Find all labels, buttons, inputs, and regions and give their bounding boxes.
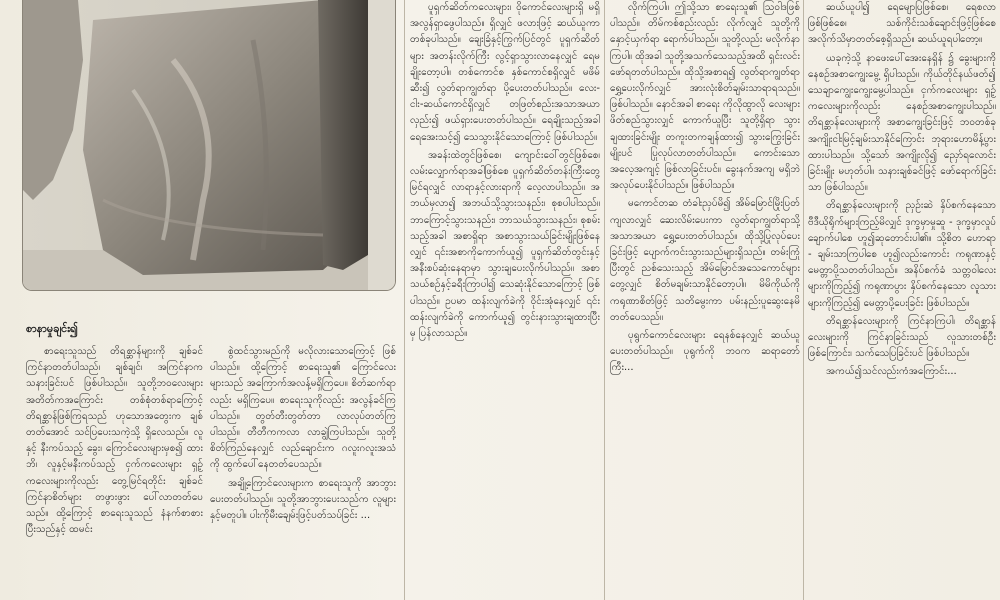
column-divider [604, 0, 605, 600]
article-column-5 [808, 0, 996, 600]
paragraph: မကောင်တဆ တံခါးညှပ်မိ၍ အိမ်မြောင်မြိုးပြတ်ကျလာလျှင် ဆေးလိမ်းပေးကာ လွတ်ရာကျွတ်ရာသို့ အသာအယာ ရွှေ့ပေးတတ်ပါသည်။ ထိုသို့ပြုလုပ်ပေးခြင်းဖြင့် ပျောက်ကင်းသွားသည်များရှိသည်။ တမ်းကြုံပြီးတွင် ညစ်သေးသည့် အိမ်မြောင်အသေကောင်များတွေ့လျှင် စိတ်မချမ်းသာနိုင်တော့ပါ။ မိမိကိုယ်ကို ကရုဏာစိတ်ဖြင့် သတိမွေးကာ ပမ်းနည်းပူဆွေးနေမိတတ်ပေသည်။ [610, 198, 800, 323]
paragraph: တိရစ္ဆာန်လေးများကို ညှဉ်းဆဲ နှိပ်စက်နေသော ဗီဒီယိုရိုက်များကြည့်မိလျှင် ဒုက္ခမှာမှုဆူ - ဒုက္ခမှာလှုပ်ချောက်ပါစေ ဟူ၍ဆုတောင်းပါ၏။ သို့စိတ ဟောရာ - ချမ်းသာကြပါစေ ဟူ၍လည်းကောင်း ကရုဏာနှင့် မေတ္တာပို့သတတ်ပါသည်။ အနိပ်စက်ခံ သတ္တဝါလေးများကိုကြည့်၍ ကရုဏာပွား နှိပ်စက်နေသော လူသားများကိုကြည့်၍ မေတ္တာပို့ပေးခြင်း ဖြစ်ပါသည်။ [808, 200, 996, 309]
paragraph: စွဲထင်သွားမည်ကို မလိုလားသောကြောင့် ဖြစ်ပါသည်။ ထို့ကြောင့် စာရေးသူ၏ ကြောင်လေးများသည် အကြောက်အလန့်မရှိကြပေ။ စိတ်ဆက်ရာလည်း မရှိကြပေ။ စာရေးသူကိုလည်း အလွန်ခင်ကြပါသည်။ တွတ်တီးတွတ်တာ လာလုပ်တတ်ကြပါသည်။ တီတီကကလာ လာချွဲကြပါသည်။ သူတို့စိတ်ကြည်နေလျှင် လည်ချောင်းက ဂလူးဂလူးအသံကို ထွက်ပေါ်နေတတ်ပေသည်။ [210, 346, 396, 471]
paragraph: ယခုကဲ့သို့ နာဖေးပေါ်အေးနေရှိန် ၌ ခွေးများကို နေစဉ်အစာကျွေးမွေ့ ရှိပါသည်။ ကိုယ်တိုင်နယ်ဖတ်၍ သေချာကျွေးကျွေးမွေ့ပါသည်။ ငှက်ကလေးများ ရှဉ့်ကလေးများကိုလည်း နေစဉ်အစာကျွေးပါသည်။ တိရစ္ဆာန်လေးများကို အစာကျွေးခြင်းဖြင့် ဘဝတစ်ခု အကျိုးငါးမြင့်ချမ်းသာနိုင်ကြောင်း ဘုရားဟောမိန့်ပွားထားပါသည်။ သို့သော် အကျိုးလို၍ ညှော်ရလောင်းခြင်းမျိုး မဟုတ်ပါ။ သနားချစ်ခင်ဖြင့် ဖော်ရောက်ခြင်းသာ ဖြစ်ပါသည်။ [808, 52, 996, 194]
paragraph: တိရစ္ဆာန်လေးများကို ကြင်နာကြပါ၊ တိရစ္ဆာန်လေးများကို ကြင်နာခြင်းသည် လူသားတစ်ဦးဖြစ်ကြောင်း၊ သက်သေပြခြင်းပင် ဖြစ်ပါသည်။ [808, 315, 996, 360]
paragraph: အကယ်၍သင်လည်းကံအကြောင်း... [826, 366, 957, 378]
paragraph: ပုရွက်ကောင်လေးများ ရေနစ်နေလျှင် ဆယ်ယူပေးတတ်ပါသည်။ ပုရွက်ကို ဘဝက ဆရာတော်ကြီး... [610, 330, 800, 374]
article-column-2 [210, 344, 396, 600]
column-divider [404, 0, 405, 600]
article-column-3 [410, 0, 600, 600]
paragraph: ပူရှက်ဆိတ်ကလေးများ၊ ဝိုကောင်လေးများရှိ မရှိ အလွန်ရှာဖွေပါသည်။ ရှိလျှင် ဖလားဖြင့် ဆယ်ယူကာ တစ်ခုပါသည်။ ချေးခြံနှင့်ကြွက်ပြင်တွင် ပူရှက်ဆိတ်များ အတန်းလိုက်ကြီး လွင့်ရှာသွားလာနေလျှင် ရေမချိုးတော့ပါ။ တစ်ကောင်စ နှစ်ကောင်စရှိလျှင် မဖိမ်ဆီး၍ လွတ်ရာကျွတ်ရာ ပို့ပေးတတ်ပါသည်။ လေး-ငါး-ဆယ်ကောင်ရှိလျှင် တဖြတ်စည်းအသာအယာလှည်း၍ ဖယ်ရှားပေးတတ်ပါသည်။ ရေချိုးသည့်အခါ ရေအေးသင့်၍ သေသွားနိုင်သောကြောင့် ဖြစ်ပါသည်။ [410, 2, 600, 143]
paragraph: လိုက်ကြပါ။ ဤသို့သာ စာရေးသူ၏ ဩဝါဒဖြစ်ပါသည်။ တိမ်ကစ်စည်းလည်း လိုက်လျှင် သူတို့ကို နှောင့်ယှက်ရာ ရောက်ပါသည်။ သူတို့လည်း မလိုက်နာကြပါ။ ထိုအခါ သူတို့အသက်သေသည့်အထိ ရှင်းလင်းဖော်ရတတ်ပါသည်။ ထိုသို့အစာရ၍ လွတ်ရာကျွတ်ရာရွှေ့ပေးလိုက်လျှင် အားလုံးစိတ်ချမ်းသာရာရသည်။ ဖြစ်ပါသည်။ နောင်အခါ စာရေး ကိုလိုထွာလို လေးများ ဖိတ်စည်သွားလျှင် ကောက်ယူပြီး သူတို့ရှိရာ သွားချထားခြင်းမျိုး တကူးတကချန်ထား၍ သွားကြွေးခြင်းမျိုးပင် ပြုလုပ်လာတတ်ပါသည်။ ကောင်းသောအလေ့အကျင့် ဖြစ်လာခြင်းပင်။ ခွေးနက်အကျ မရှိဘဲ အလုပ်ပေးနိုင်ပါသည်။ ဖြစ်ပါသည်။ [610, 2, 800, 192]
paragraph: စာရေးသူသည် တိရစ္ဆာန်များကို ချစ်ခင်ကြင်နာတတ်ပါသည်၊ ချစ်ချင်၊ အကြင်နာက သနားခြင်းပင် ဖြစ်ပါသည်။ သူတို့ဘဝလေးများ အတိတ်ကအကြောင်း တစ်စုံတစ်ရာကြောင့် တိရစ္ဆာန်ဖြစ်ကြရသည် ဟုသောအတွေးက ချစ်တတ်အောင် သင်ပြပေးသကဲ့သို့ ရှိလေသည်။ လူနှင့် နီးကပ်သည့် ခွေး၊ ကြောင်လေးများမှစ၍ ထားဘိ၊ လူနှင့်မနီးကပ်သည့် ငှက်ကလေးများ ရှဉ့်ကလေးများကိုလည်း တွေ့မြင်ရတိုင်း ချစ်ခင်ကြင်နာစိတ်များ တဖွားဖွား ပေါ်လာတတ်ပေသည်။ ထို့ကြောင့် စာရေးသူသည် နံနက်စာစားပြီးသည်နှင့် ထမင်း [26, 346, 203, 536]
article-photo [22, 0, 396, 291]
column-divider [803, 0, 804, 600]
paragraph: အခန်းထဲတွင်ဖြစ်စေ၊ ကျောင်းဝေါ်တွင်ဖြစ်စေ၊ လမ်းလျှောက်ရာအခါဖြစ်စေ ပူရှက်ဆိတ်တန်းကြီးတွေ့ မြင်ရလျှင် လာရာနှင့်လားရာကို လေ့လာပါသည်။ အဘယ်မှလာ၍ အဘယ်သို့သွားသနည်း၊ စုစပါပါသည်။ ဘာကြောင့်သွားသနည်း၊ ဘာသယ်သွားသနည်း၊ စုစမ်းသည့်အခါ အစာရှိရာ အစာသွားသယ်ခြင်းမျိုးဖြစ်နေလျှင် ၎င်းအစာကိုကောက်ယူ၍ ပူရှက်ဆိတ်တွင်းနှင့် အနီးစပ်ဆုံးနေရာမှာ သွားချပေးလိုက်ပါသည်။ အစာသယ်စဉ်နှင့်ခရီးကြာပါ၍ သေဆုံးနိုင်သောကြောင့် ဖြစ်ပါသည်။ ဥပမာ ထန်းလျက်ခဲကို ဝိုင်းအုံနေလျှင် ၎င်းထန်းလျက်ခဲကို ကောက်ယူ၍ တွင်းနားသွားချထားပြီးမှ ပြန်လာသည်။ [410, 149, 600, 340]
cloth-covered-cage-image [23, 0, 395, 290]
article-column-1 [26, 344, 203, 600]
article-column-4 [610, 0, 800, 600]
paragraph: အချို့ကြောင်လေးများက စာရေးသူကို အာဘွားပေးတတ်ပါသည်။ သူတို့အာဘွားပေးသည်က လူများနှင့်မတူပါ။ ပါးကိုမီးချေမ်းဖြင့်ပတ်သပ်ခြင်း ... [210, 477, 396, 522]
section-heading: စာနာမှုချင်း၍ [26, 322, 79, 335]
paragraph: ဆယ်ယူပါ၍ ရေမျောပြဖြစ်စေ၊ ရေစလာ ဖြစ်ဖြစ်စေ၊ သစ်ကိုင်းသစ်ချောင်းဖြင့်ဖြစ်စေ အလိုက်သိမှာတတ်စေ့ရှိသည်။ ဆယ်ယူရပါတော့။ [808, 2, 996, 46]
